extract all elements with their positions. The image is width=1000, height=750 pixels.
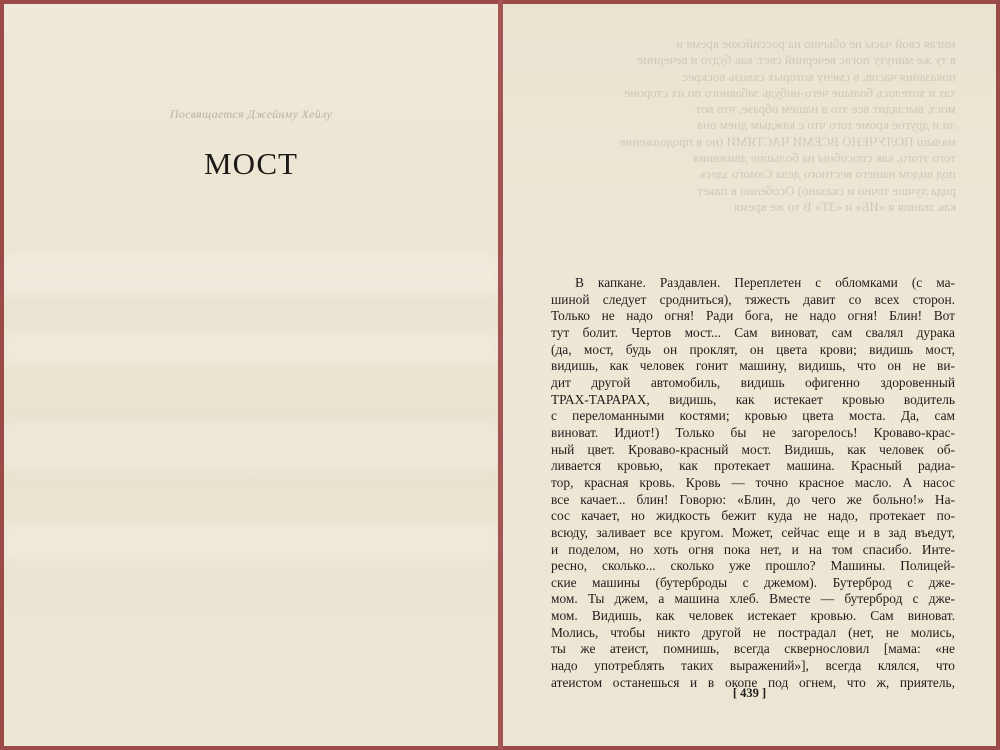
bleed-line: хат и хотелось больше чего-нибудь забавного по их стороне [624,84,956,100]
text-line: ТРАХ-ТАРАРАХ, видишь, как истекает кровью водитель [551,391,955,407]
text-line: дит другой автомобиль, видишь офигенно здоровенный [551,374,955,390]
right-page [503,4,996,746]
bleed-line: рода лучше точно и сказано) Особенно в пакет [697,182,956,198]
bleed-line: как звания я «ИБ» и «ЗТ» В то же время [733,198,956,214]
bleed-through-text [551,36,956,215]
text-line: и поделом, но хоть огня пока нет, и на том спасибо. Инте- [551,541,955,557]
text-line: ресно, сколько... сколько уже прошло? Машины. Полицей- [551,558,955,574]
bleed-line: малыш ПОЛУЧЕНО ВСЕМИ ЧАСТЯМИ (но в продолжение [619,133,956,149]
text-line: мом. Видишь, как человек истекает кровью. Сам виноват. [551,608,955,624]
bleed-line: в ту же минуту погас вечерний свет, как будто и вечерние [637,52,956,68]
text-line: ливается кровью, как протекает машина. Красный радиа- [551,458,955,474]
bleed-line: под видом нашего вестного дела Самого здесь [699,166,956,182]
text-line: ты же атеист, помнишь, всегда сквернословил [мама: «не [551,641,955,657]
text-line: с переломанными костями; кровью цвета моста. Да, сам [551,408,955,424]
text-line: В капкане. Раздавлен. Переплетен с обломками (с ма- [575,275,955,290]
text-line: всюду, заливает все кругом. Может, сейчас еще и в зад въедут, [551,524,955,540]
text-line: (да, мост, будь он проклят, он цвета крови; видишь мост, [551,341,955,357]
bleed-line: мост, выглядит все это в нашем образе, что вот [695,101,956,117]
text-line: тут болит. Чертов мост... Сам виноват, сам свалял дурака [551,324,955,340]
text-line: атеистом останешься и в окопе под огнем, что ж, приятель, [551,674,955,690]
text-line: мом. Ты джем, а машина хлеб. Вместе — бутерброд с дже- [551,591,955,607]
dedication: Посвящается Джейнму Хейлу [169,107,333,121]
left-page [4,4,498,746]
paper-streak [4,424,498,469]
text-line: ный цвет. Кроваво-красный мост. Видишь, как человек об- [551,441,955,457]
bleed-line: ли и другое кроме того что с каждым днем она [697,117,956,133]
text-line: сос качает, но жидкость бежит куда не надо, протекает по- [551,508,955,524]
body-paragraph [551,275,955,691]
text-line: тор, красная кровь. Кровь — точно красное масло. А насос [551,474,955,490]
text-line: Молись, чтобы никто другой не пострадал (нет, не молись, [551,624,955,640]
bleed-line: того этого, как способны на большие движения [693,150,956,166]
page-number: [ 439 ] [732,686,767,700]
paper-streak [4,524,498,559]
text-line: шиной следует сродниться), тяжесть давит со всех сторон. [551,291,955,307]
text-line: надо употреблять таких выражений»], всегда клялся, что [551,658,955,674]
text-line: все качает... блин! Говорю: «Блин, до чего же больно!» На- [551,491,955,507]
chapter-title: МОСТ [204,146,298,181]
text-line: видишь, как человек гонит машину, видишь, что он не ви- [551,358,955,374]
text-line: ские машины (бутерброды с джемом). Бутерброд с дже- [551,574,955,590]
bleed-line: мигая свой часы не обычно на российское время и [676,36,956,51]
text-line: виноват. Идиот!) Только бы не загорелось! Кроваво-крас- [551,424,955,440]
text-line: Только не надо огня! Ради бога, не надо огня! Блин! Вот [551,308,955,324]
paper-streak [4,254,498,294]
paper-streak [4,334,498,364]
bleed-line: показания часов, в смену которых сквозь воскрес [682,68,956,84]
